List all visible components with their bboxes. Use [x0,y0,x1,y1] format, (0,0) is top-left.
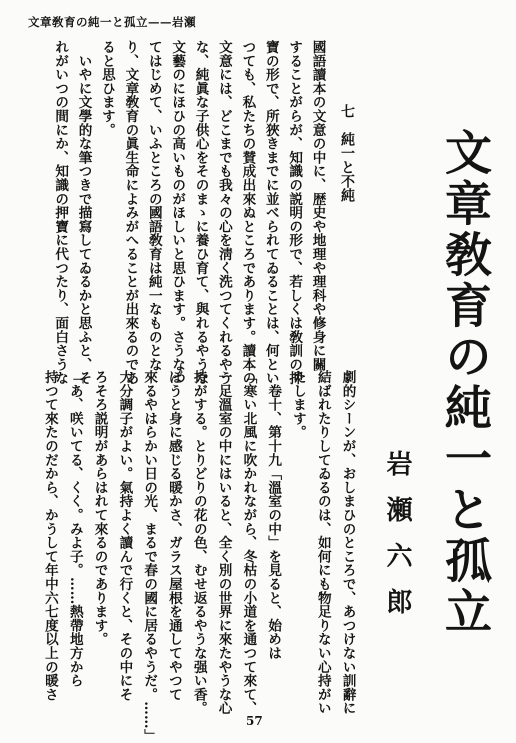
text-column: 國語讀本の文意の中に、歴史や地理や理科や修身に關 [309,40,326,372]
text-column: ると思ひます。 [98,40,115,137]
text-column: 結ばれたりしてゐるのは、如何にも物足りない心持がい [314,370,331,715]
page-number: 57 [246,714,263,728]
text-column: つても、私たちの賛成出來ぬところであります。讀本の [239,40,256,385]
text-column: り、文章敎育の眞生命によみがへることが出來るのであ [122,40,139,385]
text-column: いやに文學的な筆つきで描寫してゐるかと思ふと、そ [75,40,92,385]
text-column: れがいつの間にか、知識の押寶に代つたり、面白さうな [52,40,69,385]
section-heading: 七 純一と不純 [339,104,355,202]
article-title: 文章敎育の純一と孤立 [437,128,492,638]
text-column: 文藝のにほひの高いものがほしいと思ひます。さうなつ [169,40,186,385]
text-column: 來るやはらかい日の光、まるで春の國に居るやうだ。……」 [141,370,158,743]
author-name: 岩瀬六郎 [382,450,412,634]
text-column: たします。 [289,370,306,439]
text-column: 劇的シーンが、おしまひのところで、あつけない訓辭に [339,370,356,715]
text-column: 持つて來たのだから、かうして年中六七度以上の暖さ [41,370,58,702]
text-column: 文意には、どこまでも我々の心を淸く洗つてくれるやう [215,40,232,385]
text-column: 「寒い北風に吹かれながら、冬枯の小道を通つて來て、 [240,370,257,715]
text-column: 寶の形で、所狹きまでに並べられてゐることは、何とい [262,40,279,385]
text-column: な、純眞な子供心をそのまゝに養ひ育て、與れるやうな [192,40,209,385]
text-column: 一足溫室の中にはいると、全く別の世界に來たやうな心 [215,370,232,715]
text-column: ろそろ説明があらはれて來るのであります。 [91,370,108,646]
running-header: 文章敎育の純一と孤立——岩瀬 [28,15,196,29]
text-column: 大分調子がよい。氣持よく讀んで行くと、その中にそ [116,370,133,702]
text-column: ぽうと身に感じる暖かさ、ガラス屋根を通してやつて [165,370,182,702]
text-column: 卷十、第十九「溫室の中」を見ると、始めは [265,370,282,660]
text-column: することがらが、知識の説明の形で、若しくは敎訓の押 [286,40,303,385]
text-column: 持がする。とりどりの花の色、むせ返るやうな强い香。 [190,370,207,715]
text-column: 「あ、咲いてる、くく。みよ子。……熱帶地方から [66,370,83,688]
text-column: てはじめて、いふところの國語敎育は純一なものとな [145,40,162,372]
